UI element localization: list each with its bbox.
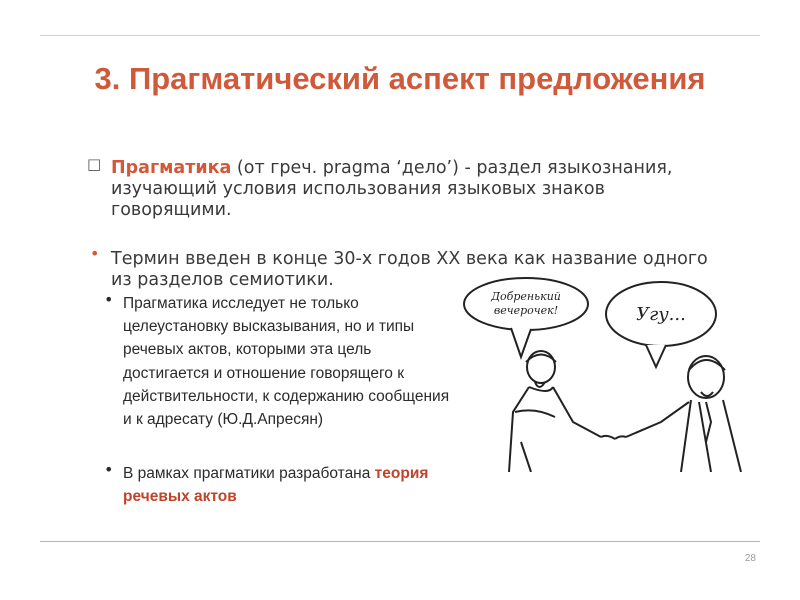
right-figure [615,356,741,472]
svg-text:Добренький: Добренький [491,290,561,303]
page-number: 28 [744,553,756,564]
definition-term: Прагматика [111,158,232,178]
definition-paragraph [111,158,731,221]
slide-title: 3. Прагматический аспект предложения [94,61,706,96]
sub-bullet-pragmatics: Прагматика исследует не только целеустановку высказывания, но и типы речевых актов, которыми эта цель достигается и отношение говорящего к действительности, к содержанию сообщения и к адресату (Ю.Д.Апресян) [123,295,450,429]
definition-text: (от греч. pragma ‘дело’) - раздел языкознания, изучающий условия использования языковых знаков говорящими. [111,158,673,220]
square-bullet-icon: □ [87,155,102,173]
sub-bullet-text: В рамках прагматики разработана [123,465,375,482]
speech-bubble-right [606,282,716,367]
sub-bullet-speech-acts [123,462,453,508]
term-introduced-paragraph: Термин введен в конце 30-х годов XX века как название одного из разделов семиотики. [111,249,708,290]
handshake-illustration [451,272,751,472]
speech-acts-term: теория речевых актов [123,465,429,506]
svg-text:Угу...: Угу... [636,304,686,325]
bottom-divider [40,541,760,542]
bullet-dot-icon: • [104,460,114,479]
speech-bubble-left [464,278,588,357]
bullet-dot-icon: • [90,244,100,263]
bullet-dot-icon: • [104,290,114,309]
svg-text:вечерочек!: вечерочек! [493,304,559,317]
left-figure [509,351,615,472]
top-divider [40,35,760,36]
